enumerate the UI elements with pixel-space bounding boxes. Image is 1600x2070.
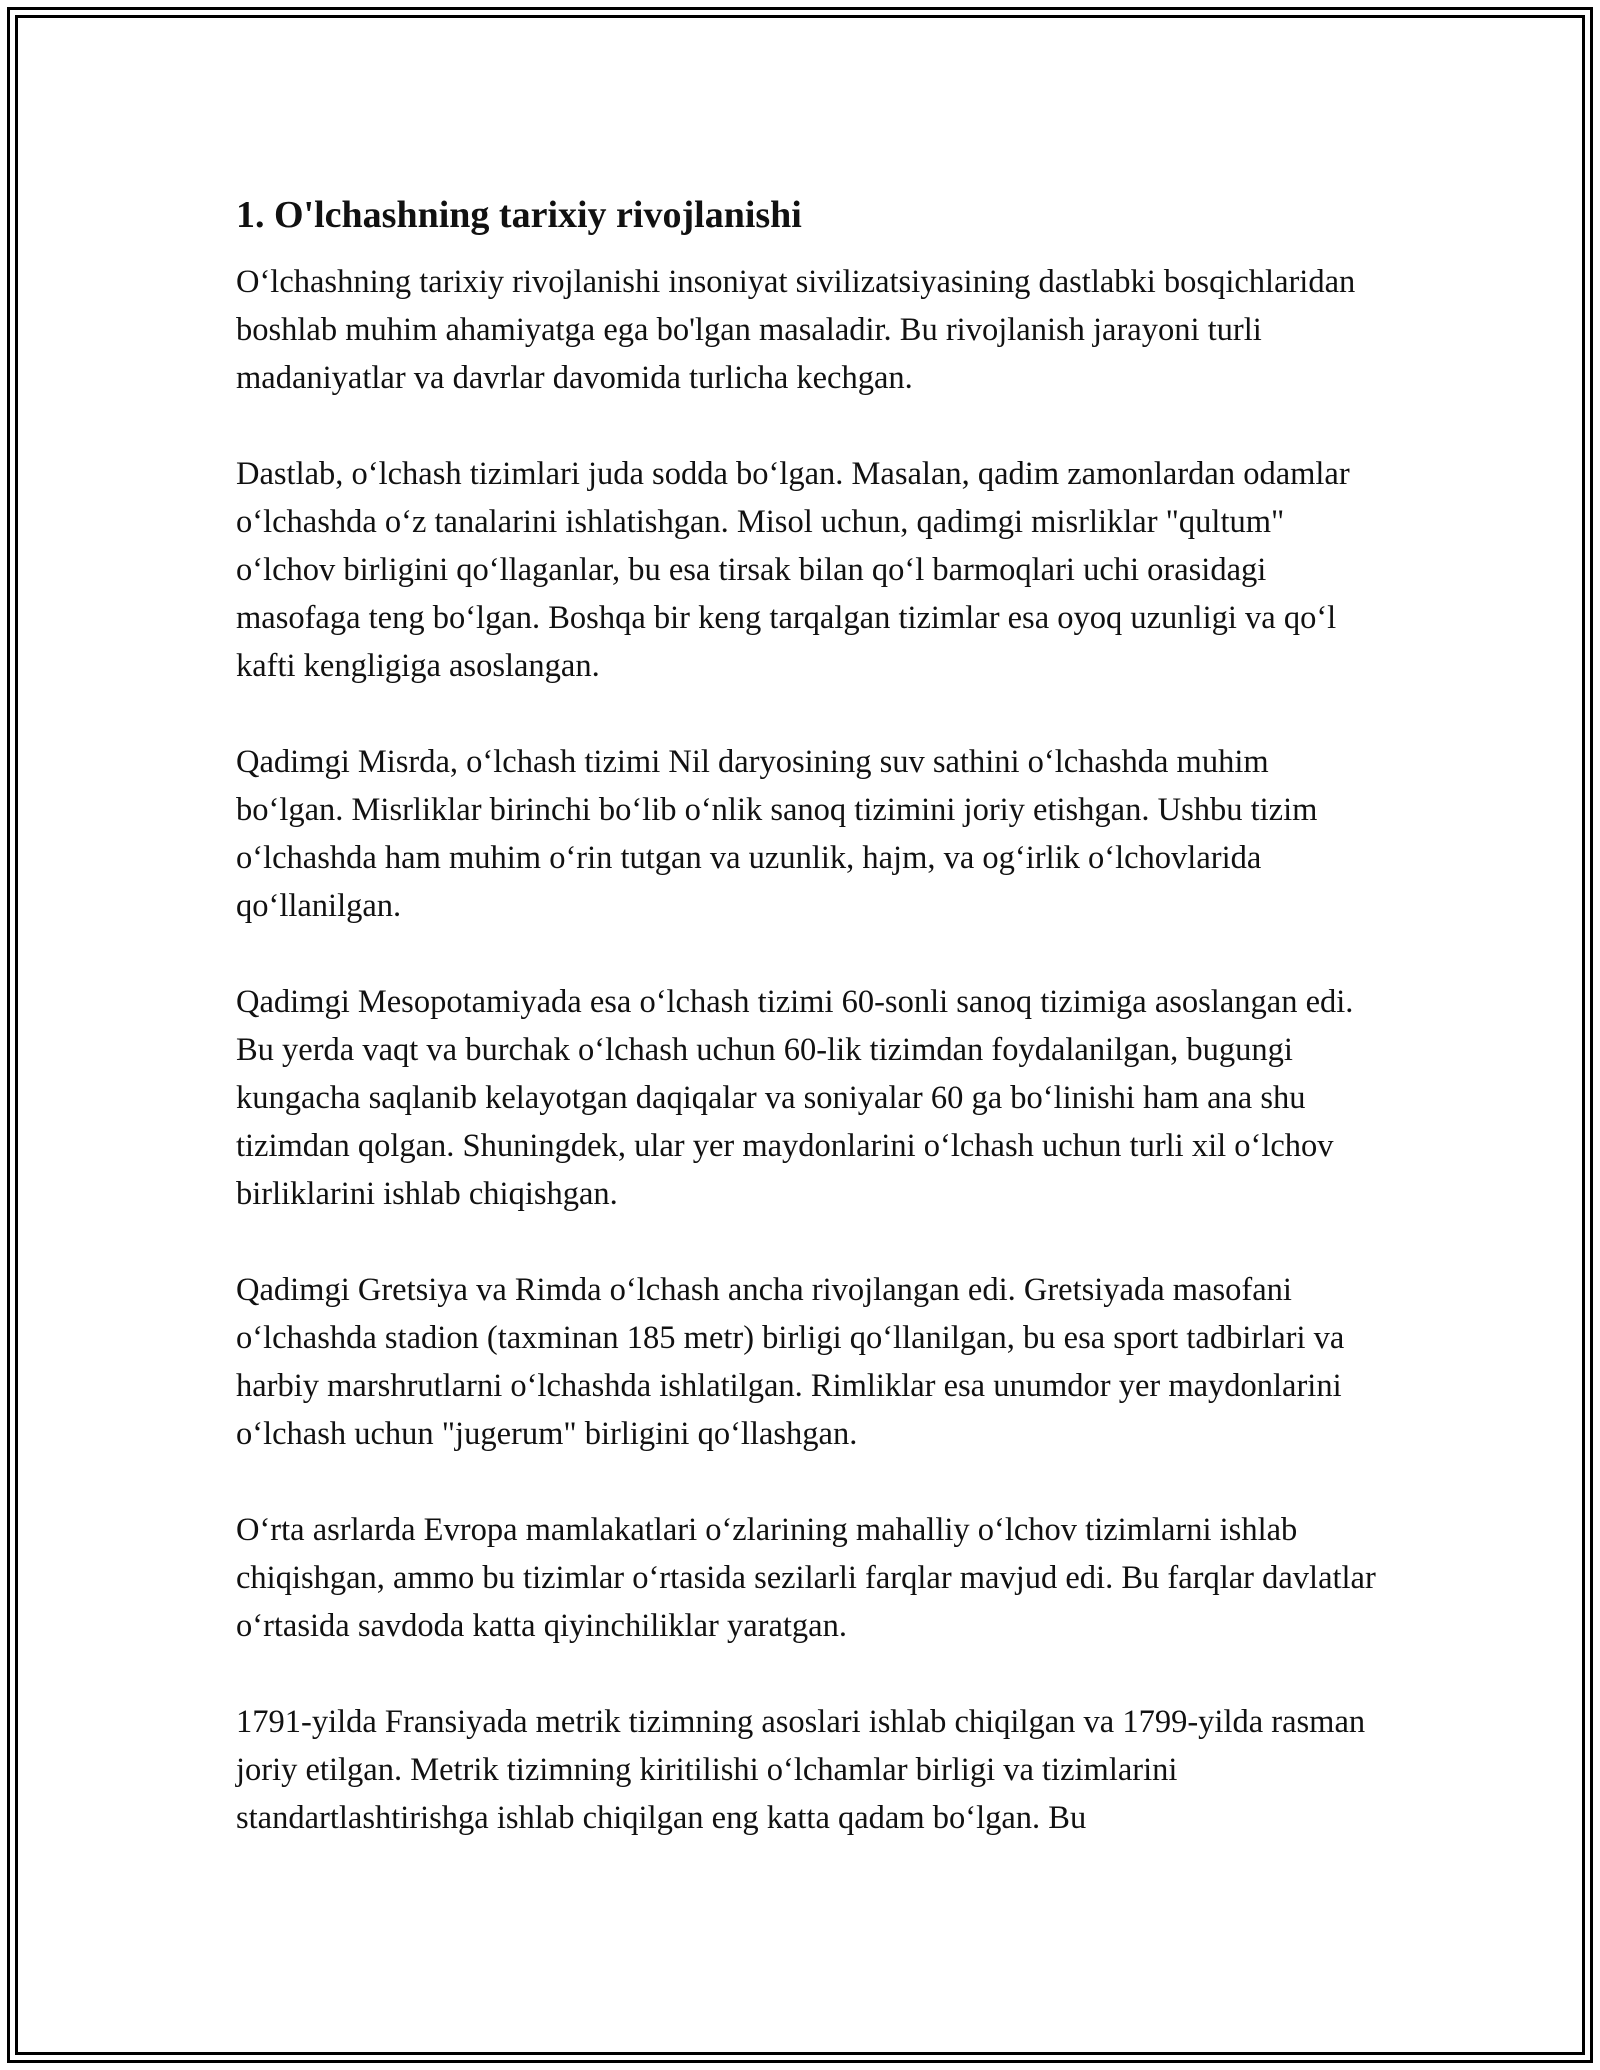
paragraph-4: Qadimgi Mesopotamiyada esa o‘lchash tizimi 60-sonli sanoq tizimiga asoslangan edi. Bu yerda vaqt va burchak o‘lchash uchun 60-lik tizimdan foydalanilgan, bugungi kungacha saqlanib kelayotgan daqiqalar va soniyalar 60 ga bo‘linishi ham ana shu tizimdan qolgan. Shuningdek, ular yer maydonlarini o‘lchash uchun turli xil o‘lchov birliklarini ishlab chiqishgan. xyxy=(236,984,1354,1212)
paragraph-2: Dastlab, o‘lchash tizimlari juda sodda bo‘lgan. Masalan, qadim zamonlardan odamlar o‘lchashda o‘z tanalarini ishlatishgan. Misol uchun, qadimgi misrliklar "qultum" o‘lchov birligini qo‘llaganlar, bu esa tirsak bilan qo‘l barmoqlari uchi orasidagi masofaga teng bo‘lgan. Boshqa bir keng tarqalgan tizimlar esa oyoq uzunligi va qo‘l kafti kengligiga asoslangan. xyxy=(236,456,1350,684)
page-title: 1. O'lchashning tarixiy rivojlanishi xyxy=(236,194,802,236)
paragraph-1: O‘lchashning tarixiy rivojlanishi insoniyat sivilizatsiyasining dastlabki bosqichlaridan boshlab muhim ahamiyatga ega bo'lgan masaladir. Bu rivojlanish jarayoni turli madaniyatlar va davrlar davomida turlicha kechgan. xyxy=(236,264,1356,396)
paragraph-3: Qadimgi Misrda, o‘lchash tizimi Nil daryosining suv sathini o‘lchashda muhim bo‘lgan. Misrliklar birinchi bo‘lib o‘nlik sanoq tizimini joriy etishgan. Ushbu tizim o‘lchashda ham muhim o‘rin tutgan va uzunlik, hajm, va og‘irlik o‘lchovlarida qo‘llanilgan. xyxy=(236,744,1318,924)
paragraph-7: 1791-yilda Fransiyada metrik tizimning asoslari ishlab chiqilgan va 1799-yilda rasman joriy etilgan. Metrik tizimning kiritilishi o‘lchamlar birligi va tizimlarini standartlashtirishga ishlab chiqilgan eng katta qadam bo‘lgan. Bu xyxy=(236,1704,1366,1836)
paragraph-5: Qadimgi Gretsiya va Rimda o‘lchash ancha rivojlangan edi. Gretsiyada masofani o‘lchashda stadion (taxminan 185 metr) birligi qo‘llanilgan, bu esa sport tadbirlari va harbiy marshrutlarni o‘lchashda ishlatilgan. Rimliklar esa unumdor yer maydonlarini o‘lchash uchun "jugerum" birligini qo‘llashgan. xyxy=(236,1272,1345,1452)
document-body xyxy=(236,190,1376,1842)
paragraph-6: O‘rta asrlarda Evropa mamlakatlari o‘zlarining mahalliy o‘lchov tizimlarni ishlab chiqishgan, ammo bu tizimlar o‘rtasida sezilarli farqlar mavjud edi. Bu farqlar davlatlar o‘rtasida savdoda katta qiyinchiliklar yaratgan. xyxy=(236,1512,1376,1644)
